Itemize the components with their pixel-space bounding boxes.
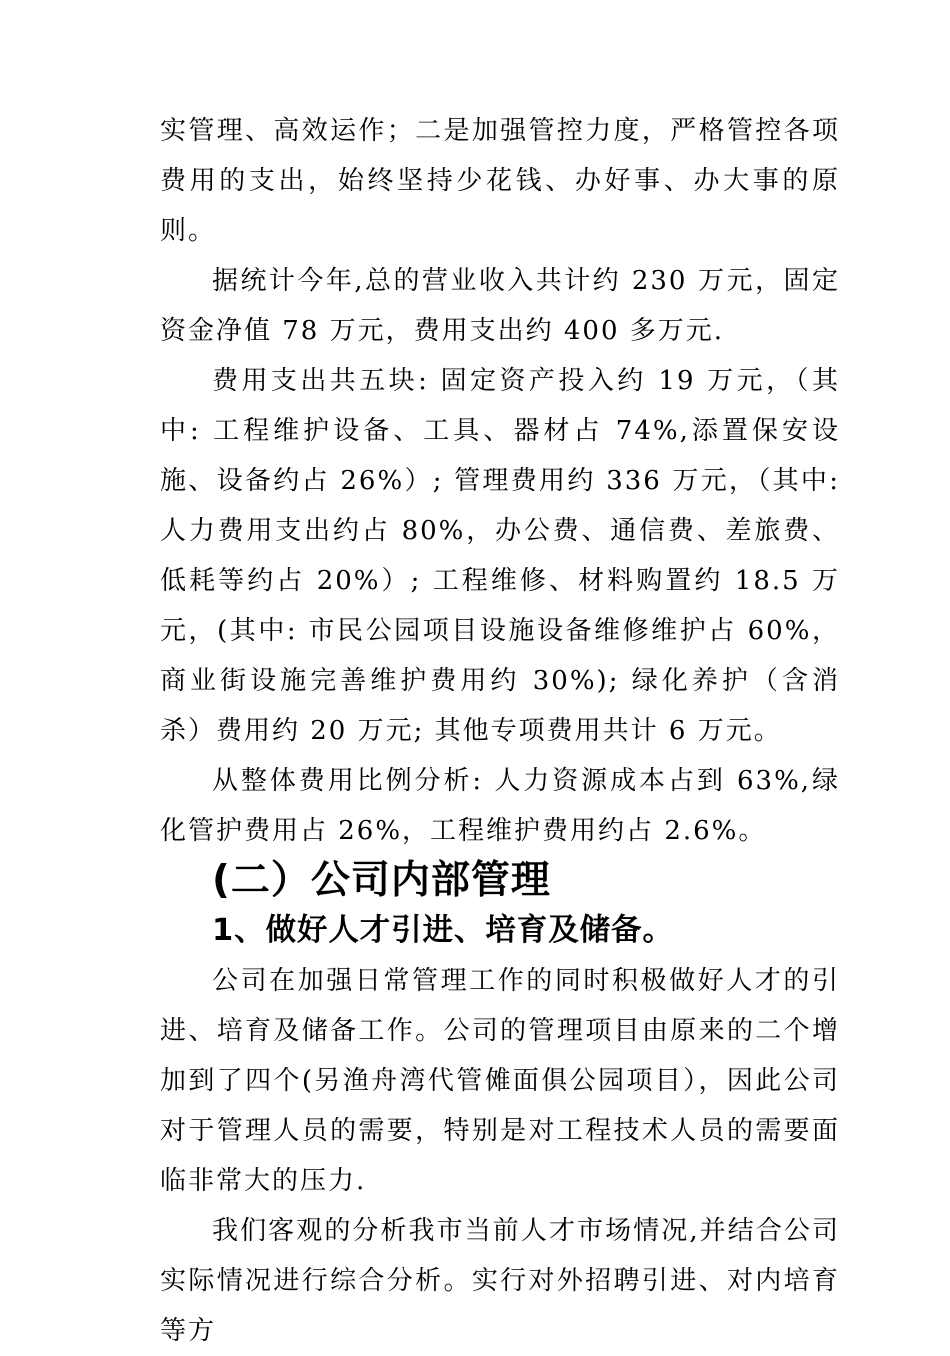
- paragraph-talent-pressure: 公司在加强日常管理工作的同时积极做好人才的引进、培育及储备工作。公司的管理项目由原来的二个增加到了四个(另渔舟湾代管傩面俱公园项目），因此公司对于管理人员的需要，特别是对工程技术人员的需要面临非常大的压力.: [160, 966, 840, 1196]
- paragraph-talent-market-analysis: 我们客观的分析我市当前人才市场情况,并结合公司实际情况进行综合分析。实行对外招聘引进、对内培育等方: [160, 1216, 840, 1346]
- document-page: [160, 106, 840, 1356]
- paragraph-cost-ratio-analysis: 从整体费用比例分析: 人力资源成本占到 63%,绿化管护费用占 26%，工程维护费用约占 2.6%。: [160, 766, 840, 846]
- section-heading-internal-management: (二）公司内部管理: [212, 858, 551, 903]
- paragraph-revenue-summary: 据统计今年,总的营业收入共计约 230 万元，固定资金净值 78 万元，费用支出约 400 多万元.: [160, 266, 840, 346]
- paragraph-expense-breakdown: 费用支出共五块: 固定资产投入约 19 万元，（其中: 工程维护设备、工具、器材占 74%,添置保安设施、设备约占 26%）; 管理费用约 336 万元，（其中: 人力费用支出约占 80%，办公费、通信费、差旅费、低耗等约占 20%）; 工程维修、材料购置约 18.5 万元，(其中: 市民公园项目设施设备维修维护占 60%，商业街设施完善维护费用约 30%); 绿化养护（含消杀）费用约 20 万元; 其他专项费用共计 6 万元。: [160, 366, 840, 746]
- paragraph-continuation: 实管理、高效运作；二是加强管控力度，严格管控各项费用的支出，始终坚持少花钱、办好事、办大事的原则。: [160, 116, 840, 246]
- subsection-heading-talent: 1、做好人才引进、培育及储备。: [212, 913, 674, 948]
